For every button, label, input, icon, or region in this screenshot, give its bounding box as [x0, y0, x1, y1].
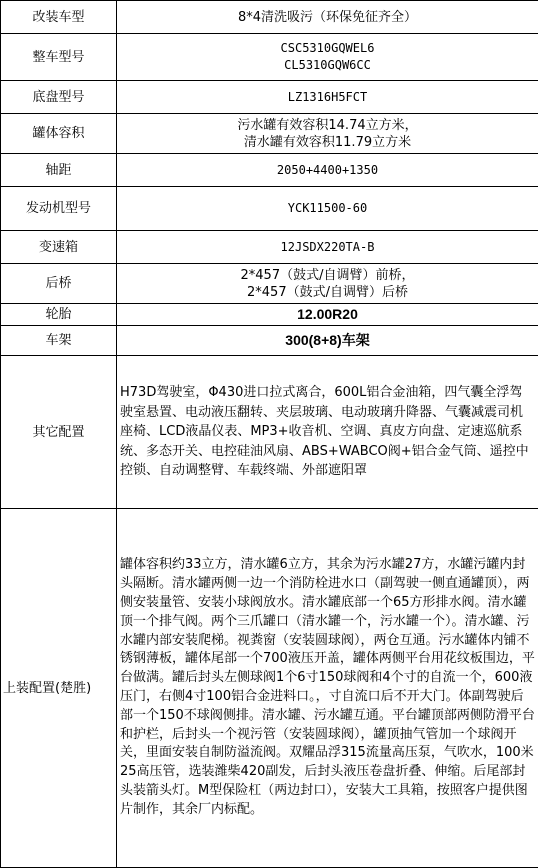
- row-label-other-config: 其它配置: [1, 356, 117, 509]
- table-row: [1, 154, 538, 187]
- table-row: [1, 356, 538, 509]
- table-row: [1, 81, 538, 114]
- table-row: [1, 264, 538, 304]
- table-row: [1, 114, 538, 154]
- row-value-gearbox: 12JSDX220TA-B: [117, 231, 538, 264]
- row-label-chassis-model: 底盘型号: [1, 81, 117, 114]
- rear-axle-line-1: 2*457（鼓式/自调臂）前桥，: [117, 267, 538, 284]
- row-label-vehicle-model: 整车型号: [1, 34, 117, 81]
- row-value-engine-model: YCK11500-60: [117, 187, 538, 231]
- table-row: [1, 509, 538, 868]
- row-value-body-config: 罐体容积约33立方，清水罐6立方，其余为污水罐27方，水罐污罐内封头隔断。清水罐两侧一边一个消防栓进水口（副驾驶一侧直通罐顶），两侧安装量管、安装小球阀放水。清水罐底部一个65方形排水阀。清水罐顶一个排气阀。两个三爪罐口（清水罐一个，污水罐一个）。清水罐、污水罐内部安装爬梯。视粪窗（安装圆球阀），两仓互通。污水罐体内铺不锈钢薄板，罐体尾部一个700液压开盖，罐体两侧平台用花纹板围边，平台做满。罐后封头左侧球阀1个6寸150球阀和4个寸的自流一个，600液压门，右侧4寸100铝合金进料口。，寸自流口后不开大门。体副驾驶后部一个150不球阀侧排。清水罐、污水罐互通。平台罐顶部两侧防滑平台和护栏，后封头一个视污管（安装圆球阀），罐顶抽气管加一个球阀开关，里面安装自制防溢流阀。双耀品浮315流量高压泵，气吹水，100米25高压管，选装潍柴420副发，后封头液压卷盘折叠、伸缩。后尾部封头装箭头灯。M型保险杠（两边封口），安装大工具箱，按照客户提供图片制作，其余厂内标配。: [117, 509, 538, 868]
- tank-volume-line-1: 污水罐有效容积14.74立方米，: [117, 117, 538, 134]
- vehicle-model-line-1: CSC5310GQWEL6: [117, 40, 538, 57]
- row-value-vehicle-model: [117, 34, 538, 81]
- vehicle-model-line-2: CL5310GQW6CC: [117, 57, 538, 74]
- row-label-engine-model: 发动机型号: [1, 187, 117, 231]
- row-label-rear-axle: 后桥: [1, 264, 117, 304]
- row-label-tank-volume: 罐体容积: [1, 114, 117, 154]
- table-row: [1, 326, 538, 356]
- row-label-frame: 车架: [1, 326, 117, 356]
- row-label-wheelbase: 轴距: [1, 154, 117, 187]
- tank-volume-line-2: 清水罐有效容积11.79立方米: [117, 134, 538, 151]
- row-value-other-config: H73D驾驶室，Φ430进口拉式离合，600L铝合金油箱，四气囊全浮驾驶室悬置、电动液压翻转、夹层玻璃、电动玻璃升降器、气囊减震司机座椅、LCD液晶仪表、MP3+收音机、空调、真皮方向盘、定速巡航系统、多态开关、电控硅油风扇、ABS+WABCO阀+铝合金气筒、遥控中控锁、自动调整臂、车载终端、外部遮阳罩: [117, 356, 538, 509]
- rear-axle-line-2: 2*457（鼓式/自调臂）后桥: [117, 284, 538, 301]
- table-row: [1, 231, 538, 264]
- row-value-rear-axle: [117, 264, 538, 304]
- table-row: [1, 304, 538, 326]
- row-value-tires: 12.00R20: [117, 304, 538, 326]
- row-value-chassis-model: LZ1316H5FCT: [117, 81, 538, 114]
- row-value-wheelbase: 2050+4400+1350: [117, 154, 538, 187]
- row-label-tires: 轮胎: [1, 304, 117, 326]
- row-label-body-config: 上装配置(楚胜): [1, 509, 117, 868]
- row-value-model-type: 8*4清洗吸污（环保免征齐全）: [117, 1, 538, 34]
- row-label-gearbox: 变速箱: [1, 231, 117, 264]
- table-row: [1, 34, 538, 81]
- table-row: [1, 187, 538, 231]
- table-row: [1, 1, 538, 34]
- row-value-tank-volume: [117, 114, 538, 154]
- row-value-frame: 300(8+8)车架: [117, 326, 538, 356]
- row-label-model-type: 改装车型: [1, 1, 117, 34]
